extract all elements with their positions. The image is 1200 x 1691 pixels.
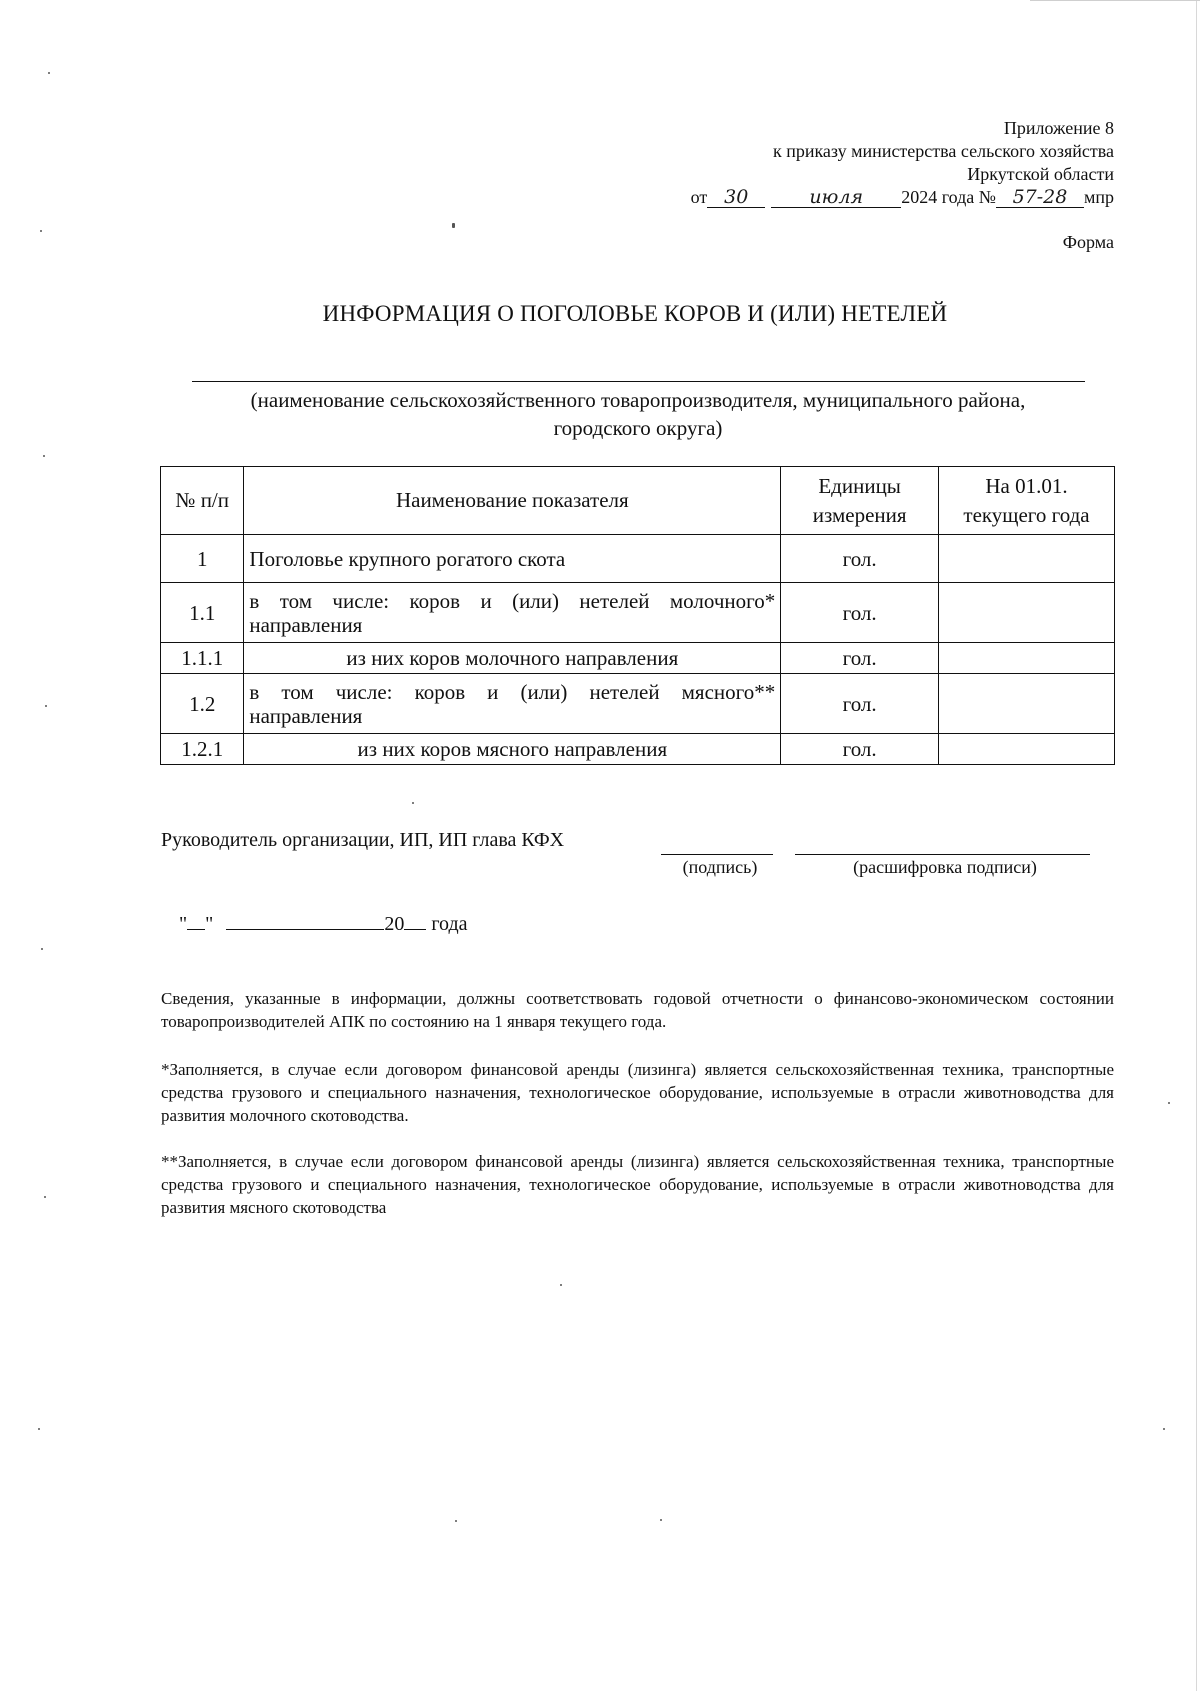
scan-speck [48,72,50,74]
scan-speck [40,230,42,232]
appendix-title: Приложение 8 [1003,118,1114,138]
appendix-region: Иркутской области [967,164,1114,184]
header-date-line2: текущего года [963,502,1090,527]
note-reporting: Сведения, указанные в информации, должны соответствовать годовой отчетности о финансово-экономическом состоянии товаропроизводителей АПК по состоянию на 1 января текущего года. [161,989,1114,1031]
appendix-header [691,117,1114,209]
row-unit: гол. [781,674,939,734]
header-unit-line1: Единицы [818,473,901,498]
date-day-blank[interactable] [187,911,205,930]
scan-speck [38,1428,40,1430]
producer-name-caption [170,386,1106,442]
row-value-cell[interactable] [939,643,1115,674]
signer-label: Руководитель организации, ИП, ИП глава КФХ [161,829,565,851]
table-row [161,674,1115,734]
scan-speck [1163,1428,1165,1430]
scan-speck [455,1520,457,1522]
date-year-suffix: года [431,913,468,935]
producer-name-line [192,381,1085,382]
note-dairy-footnote: *Заполняется, в случае если договором финансовой аренды (лизинга) является сельскохозяйственная техника, транспортные средства грузового и специального назначения, технологическое оборудование, используемые в отрасли животноводства для развития молочного скотоводства. [161,1060,1114,1125]
scan-speck [44,1196,46,1198]
row-name: в том числе: коров и (или) нетелей молочного* направления [244,583,781,643]
scan-speck [43,455,45,457]
header-unit-line2: измерения [812,502,907,527]
scan-edge-right [1196,0,1197,1691]
document-title: ИНФОРМАЦИЯ О ПОГОЛОВЬЕ КОРОВ И (ИЛИ) НЕТЕЛЕЙ [322,301,948,326]
order-day-handwritten: 30 [707,187,765,208]
row-name: в том числе: коров и (или) нетелей мясного** направления [244,674,781,734]
row-value-cell[interactable] [939,583,1115,643]
table-row [161,583,1115,643]
signature-decoding-caption: (расшифровка подписи) [853,857,1037,877]
table-row [161,643,1115,674]
note-beef-footnote: **Заполняется, в случае если договором финансовой аренды (лизинга) является сельскохозяйственная техника, транспортные средства грузового и специального назначения, технологическое оборудование, используемые в отрасли животноводства для развития мясного скотоводства [161,1152,1114,1217]
date-quote-open: " [179,913,188,935]
header-unit [781,467,939,535]
row-name: Поголовье крупного рогатого скота [244,535,781,583]
scan-edge-top [1030,0,1200,1]
scan-speck [1168,1102,1170,1104]
signature-decoding-field[interactable] [795,854,1090,855]
row-num: 1 [161,535,244,583]
order-line [691,186,1114,209]
date-year-blank[interactable] [404,911,426,930]
row-unit: гол. [781,643,939,674]
date-year-prefix: 20 [384,913,405,935]
row-unit: гол. [781,535,939,583]
row-unit: гол. [781,583,939,643]
row-value-cell[interactable] [939,674,1115,734]
date-quote-close: " [205,913,214,935]
order-suffix: мпр [1083,187,1114,207]
livestock-table [160,466,1115,765]
header-name: Наименование показателя [244,467,781,535]
date-month-blank[interactable] [226,911,384,930]
row-value-cell[interactable] [939,734,1115,765]
table-row [161,535,1115,583]
scan-speck [660,1519,662,1521]
header-date [939,467,1115,535]
date-block [179,911,468,936]
order-month-handwritten: июля [771,187,901,208]
table-header-row [161,467,1115,535]
row-num: 1.2.1 [161,734,244,765]
signature-caption: (подпись) [682,857,758,877]
producer-name-caption-line2: городского округа) [553,416,723,440]
row-unit: гол. [781,734,939,765]
row-name: из них коров молочного направления [244,643,781,674]
signature-field[interactable] [661,854,773,855]
row-value-cell[interactable] [939,535,1115,583]
producer-name-caption-line1: (наименование сельскохозяйственного товаропроизводителя, муниципального района, [250,388,1026,412]
row-name: из них коров мясного направления [244,734,781,765]
scan-speck [452,223,455,228]
scan-speck [560,1284,562,1286]
order-prefix: от [690,187,708,207]
scan-speck [41,948,43,950]
appendix-order-reference: к приказу министерства сельского хозяйства [772,141,1114,161]
form-label: Форма [1062,232,1114,252]
row-num: 1.2 [161,674,244,734]
header-date-line1: На 01.01. [985,473,1068,498]
row-num: 1.1 [161,583,244,643]
table-row [161,734,1115,765]
scan-speck [412,802,414,804]
header-num: № п/п [161,467,244,535]
order-year: 2024 года № [901,187,996,207]
scan-speck [45,705,47,707]
order-number-handwritten: 57-28 [996,187,1084,208]
row-num: 1.1.1 [161,643,244,674]
